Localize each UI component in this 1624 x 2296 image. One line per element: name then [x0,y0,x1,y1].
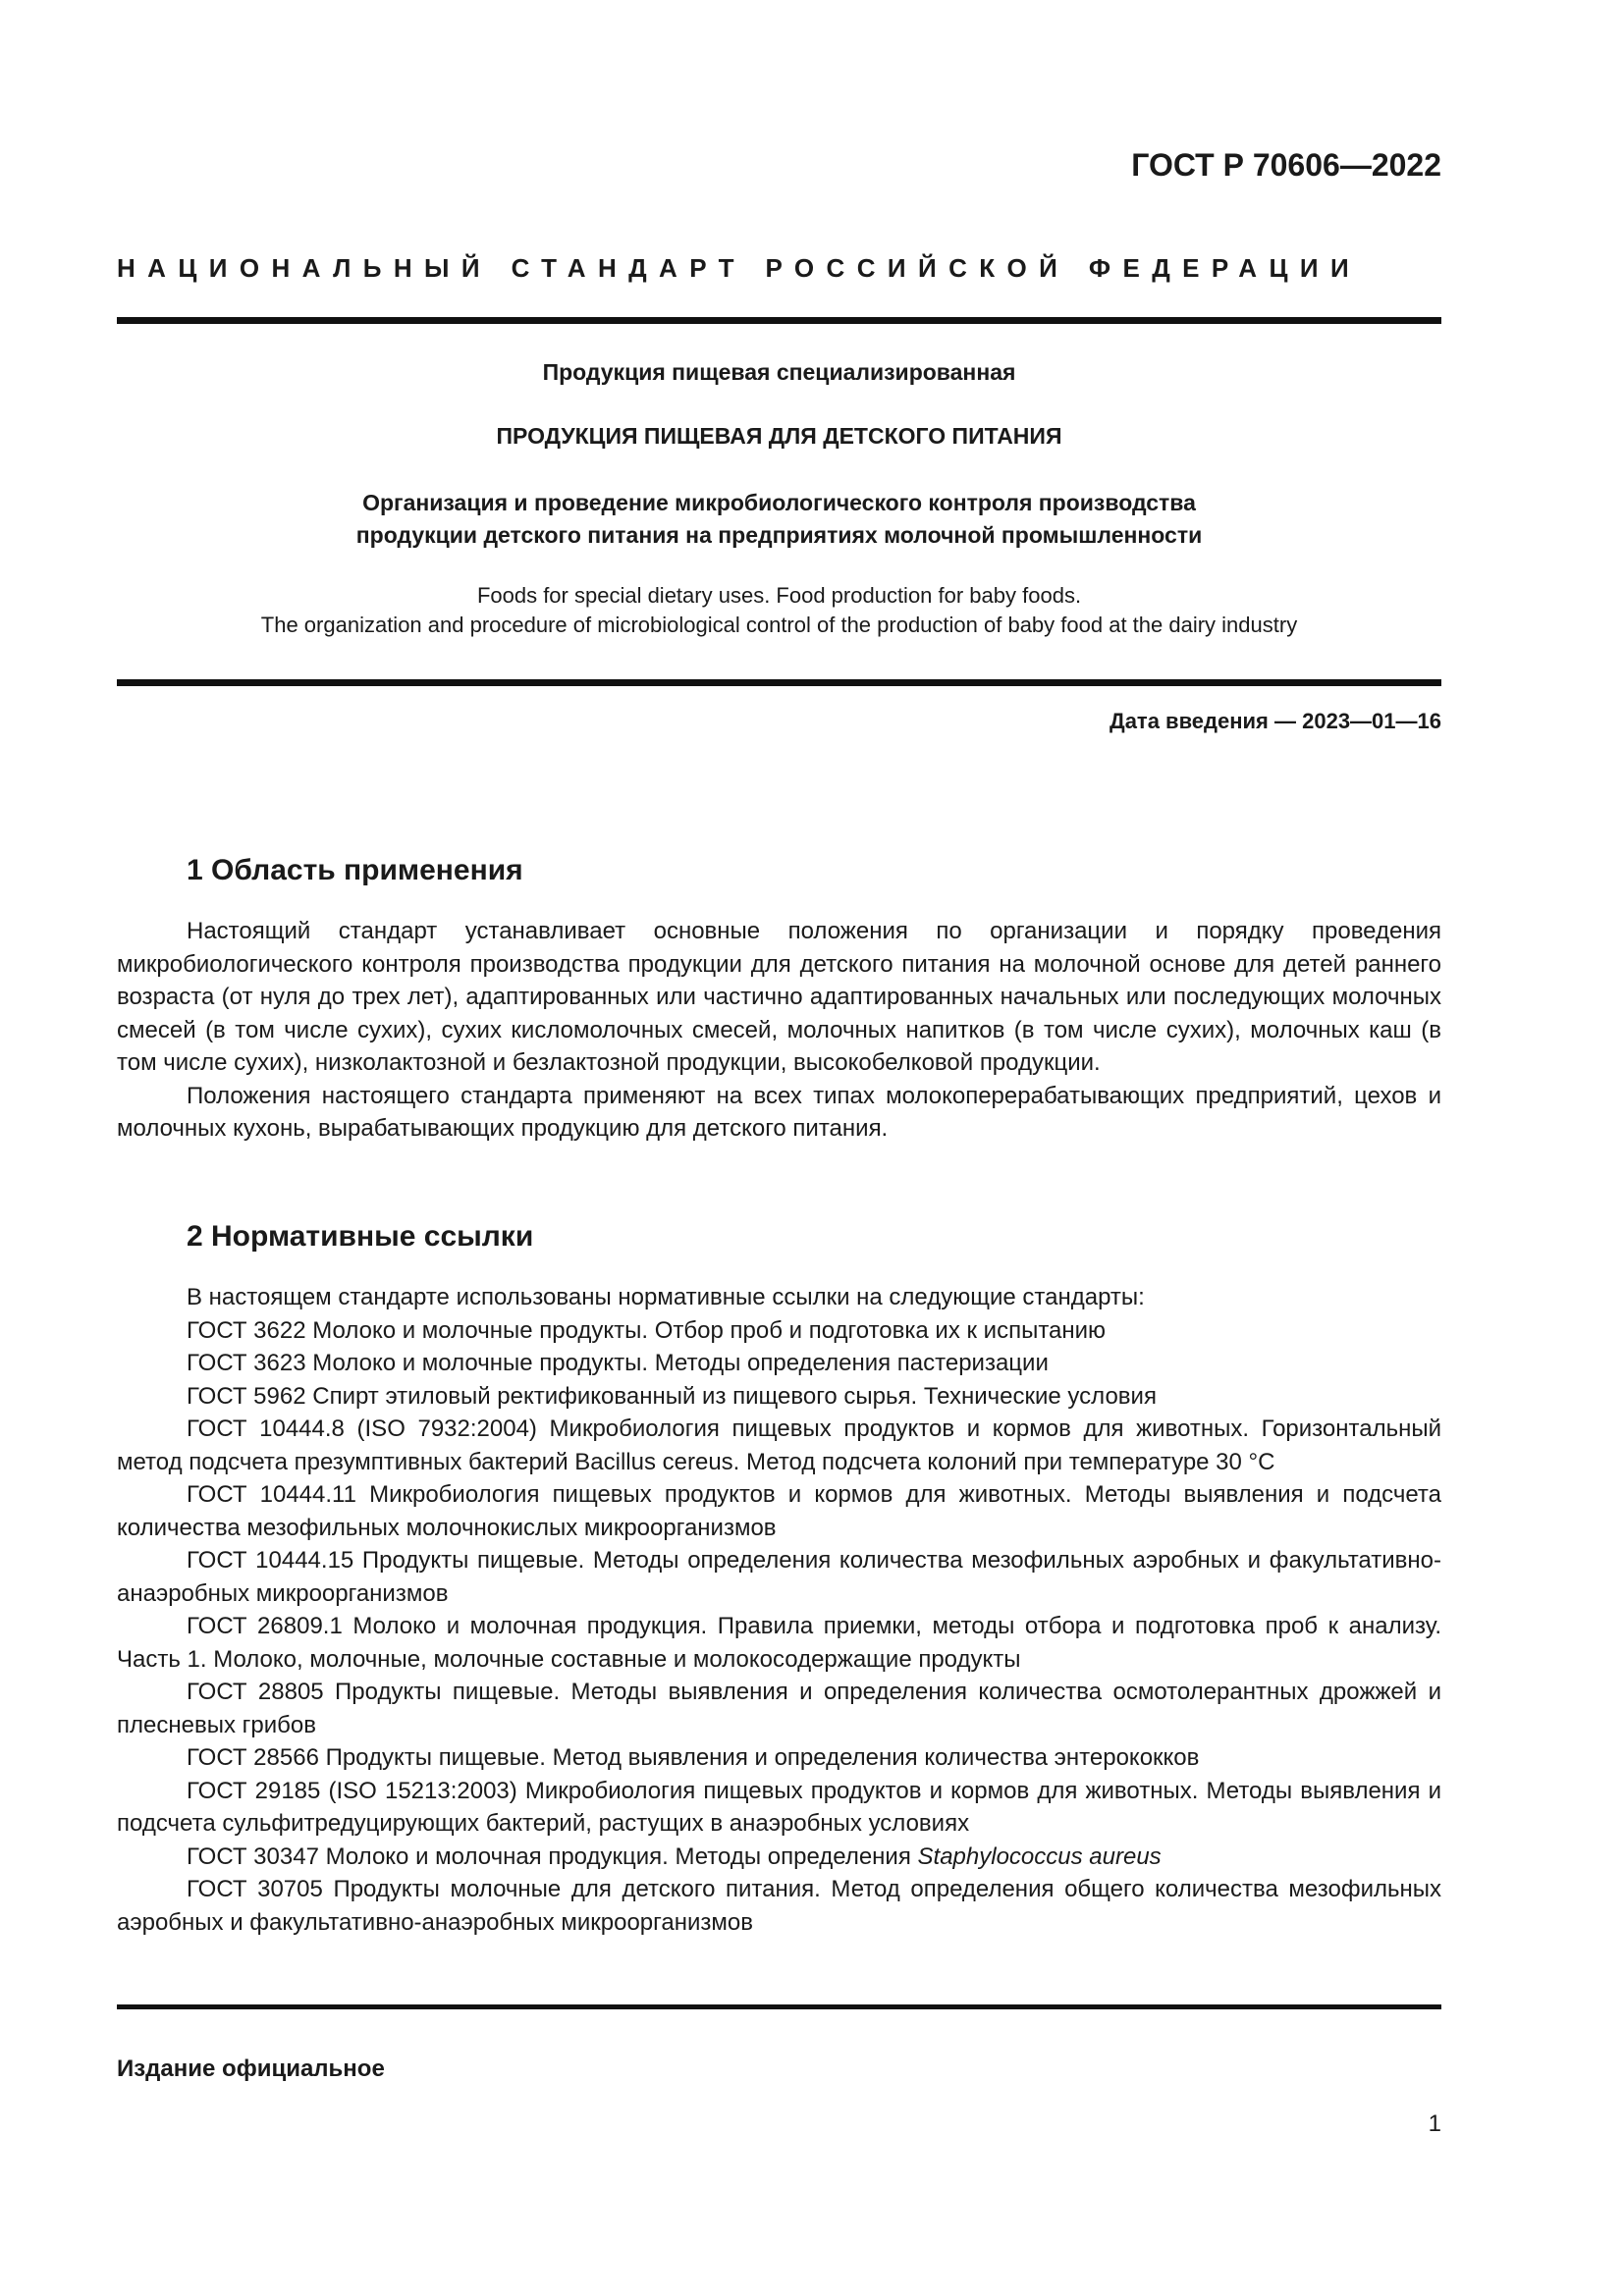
title-english-line1: Foods for special dietary uses. Food production for baby foods. [476,583,1082,608]
reference-item: ГОСТ 26809.1 Молоко и молочная продукция. Правила приемки, методы отбора и подготовка проб к анализу. Часть 1. Молоко, молочные, молочные составные и молокосодержащие продукты [117,1613,1441,1673]
section-1-paragraph: Положения настоящего стандарта применяют на всех типах молокоперерабатывающих предприятий, цехов и молочных кухонь, вырабатывающих продукцию для детского питания. [117,1082,1441,1142]
section-2-heading: 2 Нормативные ссылки [187,1220,534,1253]
reference-30347-organism: Staphylococcus aureus [917,1842,1162,1870]
title-main: ПРОДУКЦИЯ ПИЩЕВАЯ ДЛЯ ДЕТСКОГО ПИТАНИЯ [496,423,1062,449]
title-group: Продукция пищевая специализированная [542,359,1016,385]
reference-item: ГОСТ 28805 Продукты пищевые. Методы выявления и определения количества осмотолерантных дрожжей и плесневых грибов [117,1679,1441,1738]
references-intro: В настоящем стандарте использованы нормативные ссылки на следующие стандарты: [187,1284,1145,1310]
page-number: 1 [1428,2110,1441,2137]
title-subtitle-line2: продукции детского питания на предприятиях молочной промышленности [355,522,1203,548]
section-1-body [117,915,1441,1146]
title-subtitle [117,487,1441,552]
introduction-date: Дата введения — 2023—01—16 [1110,709,1441,733]
reference-item: ГОСТ 10444.8 (ISO 7932:2004) Микробиология пищевых продуктов и кормов для животных. Горизонтальный метод подсчета презумптивных бактерий Bacillus cereus. Метод подсчета колоний при температуре 30 °С [117,1415,1441,1475]
title-english [117,581,1441,640]
reference-item: ГОСТ 10444.11 Микробиология пищевых продуктов и кормов для животных. Методы выявления и подсчета количества мезофильных молочнокислых микроорганизмов [117,1481,1441,1541]
document-designation: ГОСТ Р 70606—2022 [1131,147,1441,183]
top-rule [117,317,1441,324]
reference-item: ГОСТ 5962 Спирт этиловый ректификованный из пищевого сырья. Технические условия [187,1382,1157,1410]
section-2-body [117,1281,1441,1939]
official-edition-label: Издание официальное [117,2056,385,2082]
reference-item: ГОСТ 3622 Молоко и молочные продукты. Отбор проб и подготовка их к испытанию [187,1316,1107,1344]
reference-item: ГОСТ 30705 Продукты молочные для детского питания. Метод определения общего количества мезофильных аэробных и факультативно-анаэробных микроорганизмов [117,1876,1441,1936]
title-english-line2: The organization and procedure of microbiological control of the production of baby food at the dairy industry [260,613,1298,637]
national-standard-banner: НАЦИОНАЛЬНЫЙ СТАНДАРТ РОССИЙСКОЙ ФЕДЕРАЦИИ [117,253,1362,283]
title-subtitle-line1: Организация и проведение микробиологического контроля производства [362,490,1196,515]
reference-item: ГОСТ 28566 Продукты пищевые. Метод выявления и определения количества энтерококков [187,1744,1200,1771]
reference-item: ГОСТ 3623 Молоко и молочные продукты. Методы определения пастеризации [187,1350,1049,1376]
section-1-heading: 1 Область применения [187,854,523,886]
footer-rule [117,2004,1441,2009]
reference-item-30347 [117,1841,1441,1874]
section-1-paragraph: Настоящий стандарт устанавливает основные положения по организации и порядку проведения микробиологического контроля производства продукции для детского питания на молочной основе для детей раннего возраста (от нуля до трех лет), адаптированных или частично адаптированных начальных или последующих молочных смесей (в том числе сухих), сухих кисломолочных смесей, молочных напитков (в том числе сухих), молочных каш (в том числе сухих), низколактозной и безлактозной продукции, высокобелковой продукции. [117,918,1441,1076]
reference-item: ГОСТ 29185 (ISO 15213:2003) Микробиология пищевых продуктов и кормов для животных. Методы выявления и подсчета сульфитредуцирующих бактерий, растущих в анаэробных условиях [117,1777,1441,1837]
reference-30347-text: ГОСТ 30347 Молоко и молочная продукция. Методы определения [187,1842,918,1870]
title-bottom-rule [117,679,1441,686]
reference-item: ГОСТ 10444.15 Продукты пищевые. Методы определения количества мезофильных аэробных и факультативно-анаэробных микроорганизмов [117,1547,1441,1607]
